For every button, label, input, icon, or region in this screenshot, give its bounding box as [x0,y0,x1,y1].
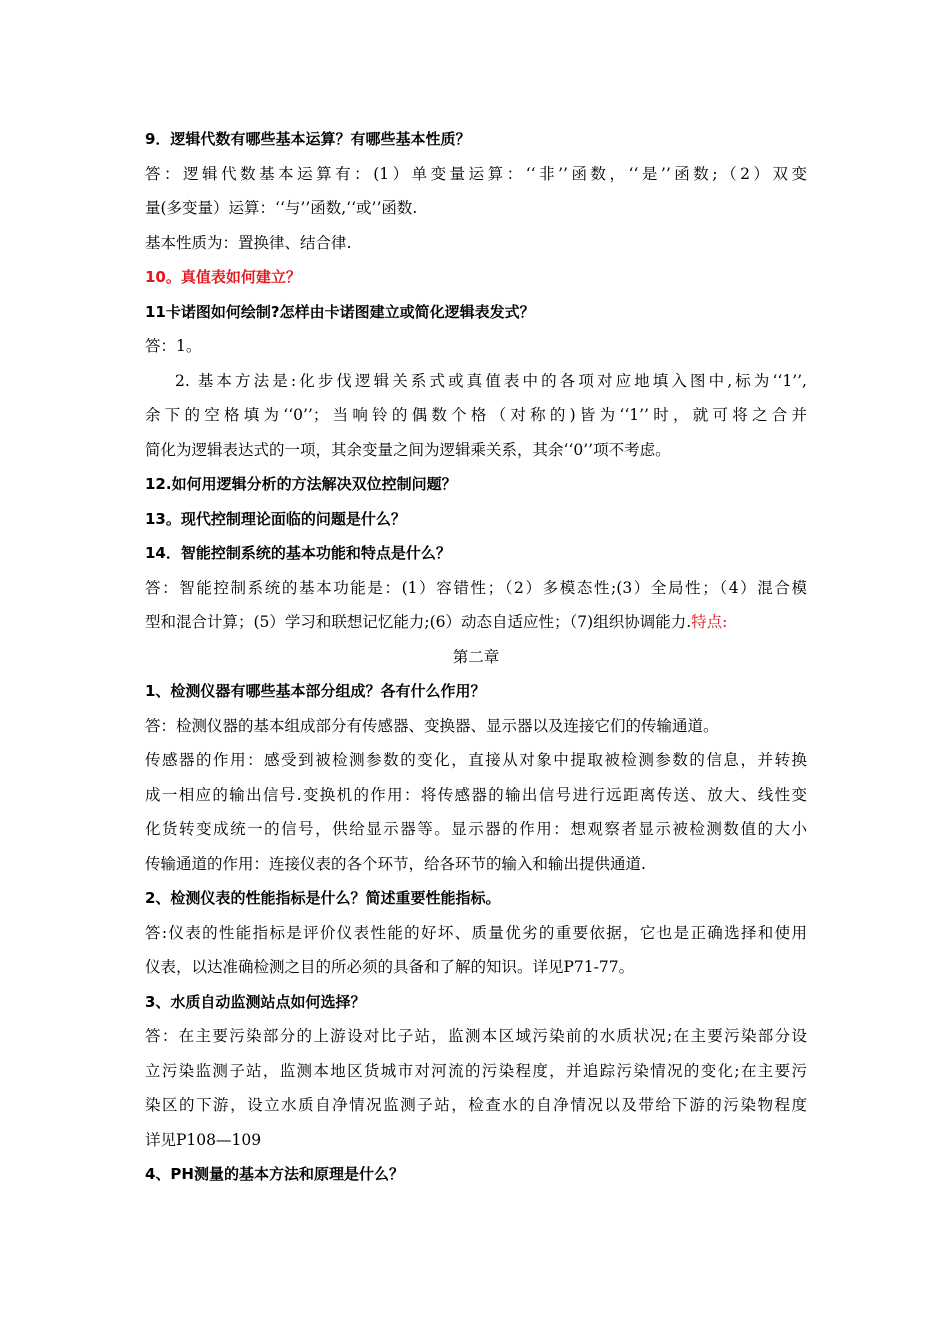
question-heading [145,674,807,709]
line-text: 2. 基本方法是:化步伐逻辑关系式或真值表中的各项对应地填入图中,标为‘‘1’’, [175,371,807,390]
line-text: 仪表，以达准确检测之目的所必须的具备和了解的知识。详见P71-77。 [145,958,635,976]
paragraph-line [145,364,807,399]
line-text: 11卡诺图如何绘制?怎样由卡诺图建立或简化逻辑表发式？ [145,302,535,321]
document-body [145,122,807,1192]
paragraph-line [145,571,807,606]
line-text: 1、检测仪器有哪些基本部分组成？各有什么作用？ [145,682,486,700]
question-heading [145,295,807,330]
line-text: 简化为逻辑表达式的一项，其余变量之间为逻辑乘关系，其余‘‘0’’项不考虑。 [145,440,671,459]
line-text: 答：智能控制系统的基本功能是：(1）容错性；（2）多模态性;(3）全局性；（4）混合模 [145,578,807,597]
paragraph-line [145,916,807,951]
line-text: 传输通道的作用：连接仪表的各个环节，给各环节的输入和输出提供通道. [145,854,646,873]
question-heading [145,467,807,502]
line-text: 型和混合计算；(5）学习和联想记忆能力;(6）动态自适应性；（7)组织协调能力. [145,613,692,631]
paragraph-line [145,1123,807,1158]
line-text: 2、检测仪表的性能指标是什么？简述重要性能指标。 [145,889,501,907]
paragraph-line [145,433,807,468]
line-text: 3、水质自动监测站点如何选择？ [145,992,366,1011]
line-text: 基本性质为：置换律、结合律. [145,233,352,252]
paragraph-line [145,743,807,778]
paragraph-line [145,398,807,433]
paragraph-line [145,812,807,847]
question-heading [145,1157,807,1192]
line-text: 答：在主要污染部分的上游设对比子站，监测本区域污染前的水质状况;在主要污染部分设 [145,1027,807,1045]
line-text: 染区的下游，设立水质自净情况监测子站，检查水的自净情况以及带给下游的污染物程度 [145,1096,807,1114]
line-text: 9．逻辑代数有哪些基本运算？有哪些基本性质？ [145,130,471,148]
paragraph-line [145,226,807,261]
line-text: 成一相应的输出信号.变换机的作用：将传感器的输出信号进行远距离传送、放大、线性变 [145,785,807,804]
line-text: 4、PH测量的基本方法和原理是什么？ [145,1165,404,1183]
paragraph-line [145,778,807,813]
line-text: 传感器的作用：感受到被检测参数的变化，直接从对象中提取被检测参数的信息，并转换 [145,751,807,769]
line-text: 第二章 [452,647,500,666]
question-heading [145,260,807,295]
paragraph-line [145,950,807,985]
paragraph-line [145,847,807,882]
paragraph-line [145,1054,807,1089]
line-text: 量(多变量）运算：‘‘与’’函数,‘‘或’’函数. [145,199,418,217]
question-heading [145,881,807,916]
question-heading [145,985,807,1020]
paragraph-line [145,709,807,744]
paragraph-line [145,605,807,640]
paragraph-line [145,157,807,192]
paragraph-line [145,1019,807,1054]
line-text: 答：检测仪器的基本组成部分有传感器、变换器、显示器以及连接它们的传输通道。 [145,716,719,735]
line-text: 13。现代控制理论面临的问题是什么？ [145,509,406,528]
chapter-heading [145,640,807,675]
line-text: 答：逻辑代数基本运算有：(1）单变量运算：‘‘非’’函数，‘‘是’’函数;（2）双变 [145,164,807,183]
line-text: 14．智能控制系统的基本功能和特点是什么？ [145,544,451,562]
highlight-text: 特点: [691,613,728,631]
paragraph-line [145,1088,807,1123]
line-text: 10。真值表如何建立？ [145,268,301,286]
line-text: 立污染监测子站，监测本地区货城市对河流的污染程度，并追踪污染情况的变化;在主要污 [145,1061,807,1080]
question-heading [145,502,807,537]
question-heading [145,536,807,571]
line-text: 答:仪表的性能指标是评价仪表性能的好坏、质量优劣的重要依据，它也是正确选择和使用 [145,923,807,942]
paragraph-line [145,329,807,364]
line-text: 12.如何用逻辑分析的方法解决双位控制问题？ [145,475,457,493]
line-text: 答：1。 [145,337,202,355]
line-text: 详见P108—109 [145,1130,262,1149]
question-heading [145,122,807,157]
paragraph-line [145,191,807,226]
line-text: 余下的空格填为‘‘0’’；当响铃的偶数个格（对称的)皆为‘‘1’’时，就可将之合并 [145,406,807,424]
line-text: 化货转变成统一的信号，供给显示器等。显示器的作用：想观察者显示被检测数值的大小 [145,820,807,838]
